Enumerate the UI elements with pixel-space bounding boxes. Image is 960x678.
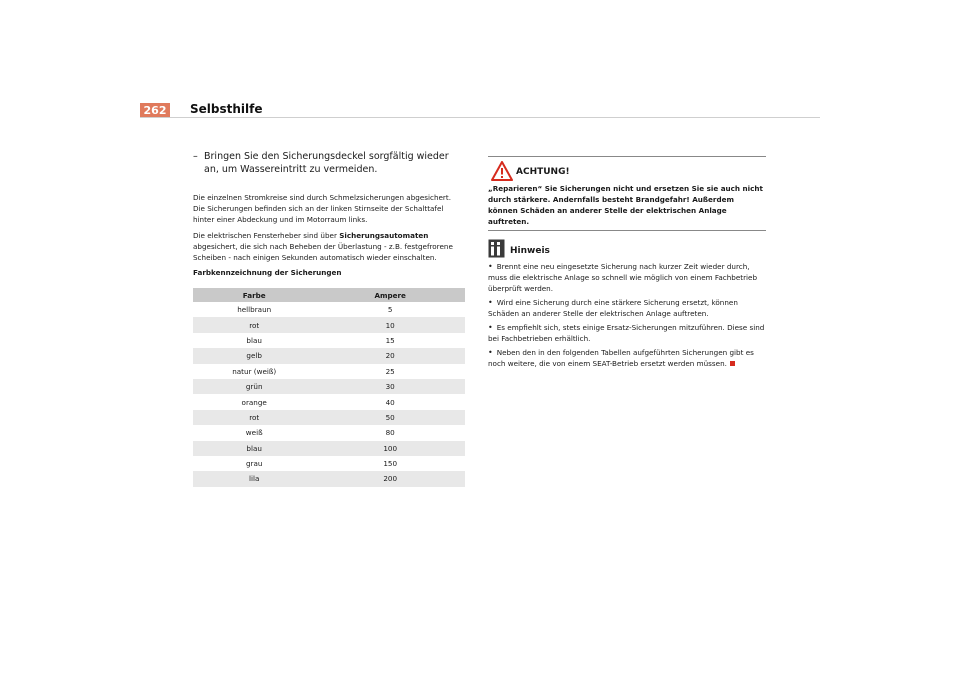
table-row [193, 441, 465, 456]
cell-color: natur (weiß) [232, 366, 277, 376]
cell-color: rot [193, 317, 315, 332]
para2-after: abgesichert, die sich nach Beheben der Überlastung - z.B. festgefrorene Scheiben - nach einigen Sekunden automatisch wieder einschalten. [193, 242, 453, 262]
list-item [488, 261, 766, 294]
list-item [488, 297, 766, 319]
bullet: • [488, 298, 493, 307]
table-header-row [193, 288, 465, 302]
cell-color: hellbraun [237, 305, 272, 315]
page-number: 262 [140, 103, 170, 118]
bullet: • [488, 323, 493, 332]
list-item-text: Es empfiehlt sich, stets einige Ersatz-Sicherungen mitzuführen. Diese sind bei Fachbetrieben erhältlich. [488, 323, 765, 343]
note-header [488, 239, 766, 261]
cell-ampere: 5 [387, 305, 393, 315]
table-row [193, 425, 465, 440]
note-title: Hinweis [510, 246, 550, 256]
cell-color: blau [246, 335, 262, 345]
step-text: Bringen Sie den Sicherungsdeckel sorgfältig wieder an, um Wassereintritt zu vermeiden. [204, 151, 449, 175]
cell-ampere: 100 [315, 441, 465, 456]
chapter-title: Selbsthilfe [190, 102, 263, 116]
step-dash: – [193, 151, 198, 162]
table-row [193, 364, 465, 379]
cell-color: lila [193, 471, 315, 486]
list-item-text: Brennt eine neu eingesetzte Sicherung nach kurzer Zeit wieder durch, muss die elektrische Anlage so schnell wie möglich von einem Fachbetrieb überprüft werden. [488, 262, 758, 293]
column-header-color: Farbe [193, 288, 315, 302]
table-row [193, 410, 465, 425]
instruction-step [193, 150, 465, 176]
cell-ampere: 40 [385, 397, 395, 407]
info-note-icon [488, 239, 505, 258]
section-end-marker [730, 361, 735, 366]
cell-ampere: 15 [385, 335, 395, 345]
warning-text: „Reparieren“ Sie Sicherungen nicht und ersetzen Sie sie auch nicht durch stärkere. Andernfalls besteht Brandgefahr! Außerdem können Schäden an anderer Stelle der elektrischen Anlage auftreten. [488, 184, 763, 226]
paragraph-window-fuses [193, 230, 465, 263]
cell-ampere: 150 [383, 459, 398, 469]
table-row [193, 348, 465, 363]
table-row [193, 456, 465, 471]
cell-ampere: 20 [315, 348, 465, 363]
cell-color: gelb [193, 348, 315, 363]
right-column [488, 156, 766, 372]
column-header-ampere: Ampere [315, 288, 465, 302]
paragraph-fuse-circuits: Die einzelnen Stromkreise sind durch Schmelzsicherungen abgesichert. Die Sicherungen befinden sich an der linken Stirnseite der Schalttafel hinter einer Abdeckung und im Motorraum links. [193, 193, 451, 224]
list-item-text: Wird eine Sicherung durch eine stärkere Sicherung ersetzt, können Schäden an anderer Stelle der elektrischen Anlage auftreten. [488, 298, 738, 318]
bullet: • [488, 262, 493, 271]
cell-color: orange [241, 397, 267, 407]
cell-color: weiß [245, 428, 263, 438]
warning-header [488, 160, 766, 183]
table-row [193, 302, 465, 317]
cell-ampere: 25 [385, 366, 395, 376]
cell-color: grau [245, 459, 263, 469]
list-item [488, 347, 766, 369]
fuse-color-table [193, 288, 465, 487]
warning-triangle-icon [491, 161, 513, 181]
cell-ampere: 10 [315, 317, 465, 332]
warning-box [488, 156, 766, 231]
cell-ampere: 200 [315, 471, 465, 486]
para2-bold: Sicherungsautomaten [339, 231, 429, 240]
cell-ampere: 80 [385, 428, 395, 438]
bullet: • [488, 348, 493, 357]
cell-color: blau [193, 441, 315, 456]
cell-color: rot [193, 410, 315, 425]
left-column [193, 150, 465, 487]
list-item [488, 322, 766, 344]
para2-before: Die elektrischen Fensterheber sind über [193, 231, 340, 240]
warning-title: ACHTUNG! [516, 167, 570, 177]
table-row [193, 471, 465, 486]
cell-color: grün [193, 379, 315, 394]
list-item-text: Neben den in den folgenden Tabellen aufgeführten Sicherungen gibt es noch weitere, die von einem SEAT-Betrieb ersetzt werden müssen. [488, 348, 754, 368]
header-divider [140, 117, 820, 118]
cell-ampere: 50 [315, 410, 465, 425]
table-row [193, 379, 465, 394]
table-row [193, 394, 465, 409]
table-caption: Farbkennzeichnung der Sicherungen [193, 268, 342, 277]
cell-ampere: 30 [315, 379, 465, 394]
table-row [193, 333, 465, 348]
table-row [193, 317, 465, 332]
